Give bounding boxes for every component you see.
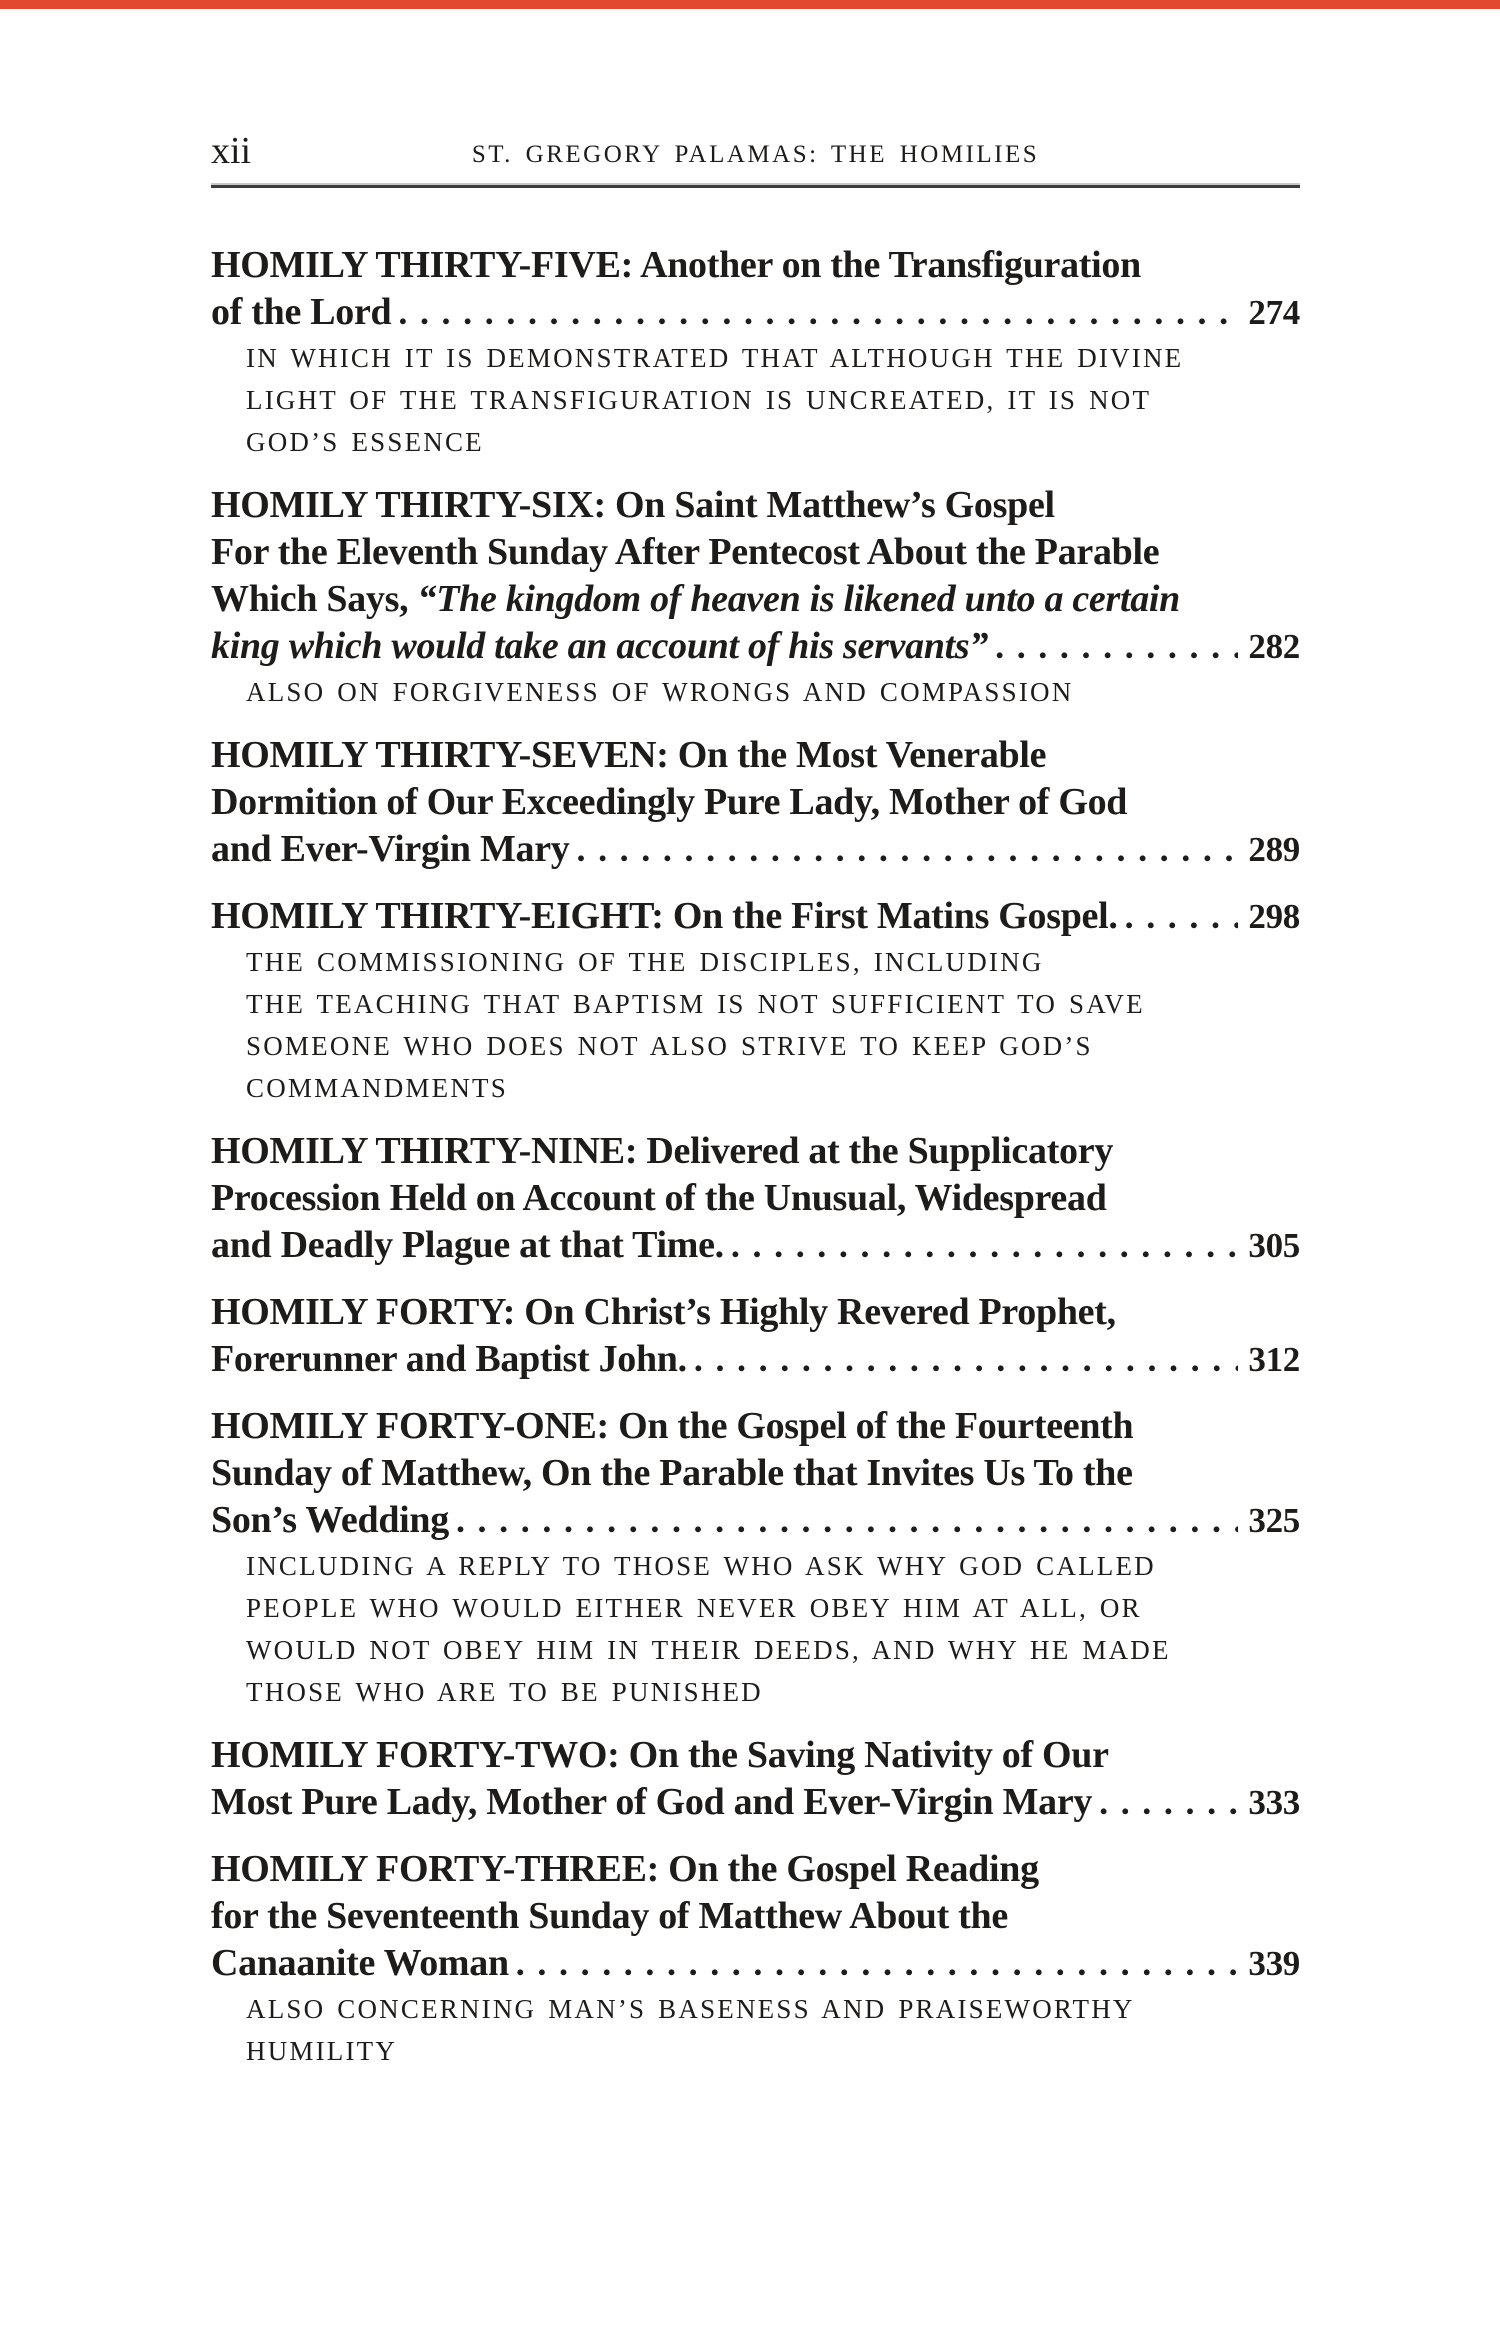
dot-leader: [398, 289, 1238, 336]
dot-leader: [995, 623, 1238, 670]
toc-entry-line: [211, 1128, 1300, 1175]
toc-entry-line: [211, 529, 1300, 576]
toc-page-number: 305: [1248, 1226, 1300, 1265]
dot-leader: [1099, 1779, 1238, 1826]
toc-entry-line: [211, 623, 1300, 670]
dot-leader: [1125, 893, 1239, 940]
toc-entry-line: [211, 1779, 1300, 1826]
toc-entry-line: [211, 1497, 1300, 1544]
toc-entry-line: [211, 482, 1300, 529]
toc-entry-subtitle-line: SOMEONE WHO DOES NOT ALSO STRIVE TO KEEP GOD’S: [246, 1031, 1093, 1061]
toc-entry-line: [211, 1289, 1300, 1336]
toc-page-number: 289: [1248, 830, 1300, 869]
toc-entry-text: Which Says,: [211, 578, 418, 620]
toc-entry-text: HOMILY THIRTY-NINE: Delivered at the Supplicatory: [211, 1130, 1114, 1172]
toc-entry-text: Most Pure Lady, Mother of God and Ever-Virgin Mary: [211, 1781, 1093, 1823]
toc-entry-subtitle-line: THE TEACHING THAT BAPTISM IS NOT SUFFICIENT TO SAVE: [246, 989, 1145, 1019]
toc-entry-text: Son’s Wedding: [211, 1499, 449, 1541]
toc-entry-subtitle-line: THE COMMISSIONING OF THE DISCIPLES, INCLUDING: [246, 947, 1044, 977]
toc-entry-line: [211, 1175, 1300, 1222]
page-header: [211, 127, 1300, 171]
toc-entry-text: for the Seventeenth Sunday of Matthew About the: [211, 1895, 1008, 1937]
toc-entry-subtitle-line: LIGHT OF THE TRANSFIGURATION IS UNCREATED, IT IS NOT: [246, 385, 1152, 415]
toc-entry-text: HOMILY FORTY-THREE: On the Gospel Reading: [211, 1848, 1039, 1890]
toc-entry-subtitle-line: IN WHICH IT IS DEMONSTRATED THAT ALTHOUGH THE DIVINE: [246, 343, 1184, 373]
dot-leader: [694, 1336, 1239, 1383]
toc-entry-text: Dormition of Our Exceedingly Pure Lady, Mother of God: [211, 781, 1128, 823]
toc-entry-line: [211, 1222, 1300, 1269]
folio-page-number: xii: [211, 130, 252, 172]
toc-entry-text: HOMILY THIRTY-SIX: On Saint Matthew’s Gospel: [211, 484, 1055, 526]
running-head: ST. GREGORY PALAMAS: THE HOMILIES: [471, 141, 1040, 168]
toc-page-number: 312: [1248, 1340, 1300, 1379]
toc-entry-line: [211, 242, 1300, 289]
toc-entry-line: [211, 1893, 1300, 1940]
toc-entry: [211, 1289, 1300, 1383]
toc-entry-subtitle-line: ALSO ON FORGIVENESS OF WRONGS AND COMPASSION: [246, 677, 1074, 707]
toc-entry-subtitle-line: HUMILITY: [246, 2036, 398, 2066]
toc-entry-text: Forerunner and Baptist John.: [211, 1338, 687, 1380]
toc-entry-text: HOMILY FORTY: On Christ’s Highly Revered Prophet,: [211, 1291, 1116, 1333]
toc-entry-text: Procession Held on Account of the Unusual, Widespread: [211, 1177, 1107, 1219]
toc-entry-subtitle-line: WOULD NOT OBEY HIM IN THEIR DEEDS, AND WHY HE MADE: [246, 1635, 1171, 1665]
toc-entry-subtitle-line: ALSO CONCERNING MAN’S BASENESS AND PRAISEWORTHY: [246, 1994, 1135, 2024]
toc-entry-text: and Deadly Plague at that Time.: [211, 1224, 724, 1266]
toc: [211, 242, 1300, 2071]
toc-entry-text-italic: king which would take an account of his servants”: [211, 625, 989, 667]
toc-entry-subtitle-line: THOSE WHO ARE TO BE PUNISHED: [246, 1677, 763, 1707]
toc-page-number: 333: [1248, 1783, 1300, 1822]
toc-entry: [211, 242, 1300, 462]
toc-page-number: 282: [1248, 627, 1300, 666]
header-rule: [211, 185, 1300, 188]
toc-entry: [211, 1846, 1300, 2071]
toc-entry-text: HOMILY THIRTY-EIGHT: On the First Matins Gospel.: [211, 895, 1118, 937]
toc-entry-subtitle-line: COMMANDMENTS: [246, 1073, 508, 1103]
page-sheet: [0, 9, 1500, 2071]
toc-entry-line: [211, 826, 1300, 873]
top-accent-bar: [0, 0, 1500, 9]
toc-entry: [211, 482, 1300, 712]
toc-entry-text: For the Eleventh Sunday After Pentecost About the Parable: [211, 531, 1160, 573]
dot-leader: [731, 1222, 1239, 1269]
toc-entry-line: [211, 1732, 1300, 1779]
toc-entry-line: [211, 893, 1300, 940]
toc-entry-text: HOMILY THIRTY-SEVEN: On the Most Venerable: [211, 734, 1047, 776]
toc-entry-line: [211, 576, 1300, 623]
toc-entry: [211, 732, 1300, 873]
toc-entry-line: [211, 1403, 1300, 1450]
toc-entry-text-italic: “The kingdom of heaven is likened unto a certain: [417, 578, 1181, 620]
toc-entry-text: HOMILY FORTY-TWO: On the Saving Nativity of Our: [211, 1734, 1109, 1776]
toc-entry-line: [211, 1450, 1300, 1497]
toc-entry-text: Canaanite Woman: [211, 1942, 509, 1984]
toc-entry-line: [211, 289, 1300, 336]
dot-leader: [516, 1940, 1239, 1987]
dot-leader: [576, 826, 1238, 873]
toc-entry-text: HOMILY THIRTY-FIVE: Another on the Transfiguration: [211, 244, 1141, 286]
toc-entry-line: [211, 1336, 1300, 1383]
toc-entry: [211, 1128, 1300, 1269]
toc-entry-subtitle-line: PEOPLE WHO WOULD EITHER NEVER OBEY HIM AT ALL, OR: [246, 1593, 1142, 1623]
toc-page-number: 274: [1248, 293, 1300, 332]
toc-entry-text: HOMILY FORTY-ONE: On the Gospel of the Fourteenth: [211, 1405, 1134, 1447]
toc-entry-line: [211, 1940, 1300, 1987]
toc-entry-line: [211, 732, 1300, 779]
toc-entry-subtitle-line: GOD’S ESSENCE: [246, 427, 484, 457]
toc-entry-text: and Ever-Virgin Mary: [211, 828, 570, 870]
toc-page-number: 339: [1248, 1944, 1300, 1983]
toc-entry-text: of the Lord: [211, 291, 392, 333]
toc-entry: [211, 1403, 1300, 1712]
toc-page-number: 298: [1248, 897, 1300, 936]
toc-page-number: 325: [1248, 1501, 1300, 1540]
dot-leader: [456, 1497, 1238, 1544]
toc-entry: [211, 893, 1300, 1108]
toc-entry-subtitle-line: INCLUDING A REPLY TO THOSE WHO ASK WHY GOD CALLED: [246, 1551, 1156, 1581]
toc-entry-text: Sunday of Matthew, On the Parable that Invites Us To the: [211, 1452, 1133, 1494]
toc-entry-line: [211, 1846, 1300, 1893]
toc-entry: [211, 1732, 1300, 1826]
toc-entry-line: [211, 779, 1300, 826]
